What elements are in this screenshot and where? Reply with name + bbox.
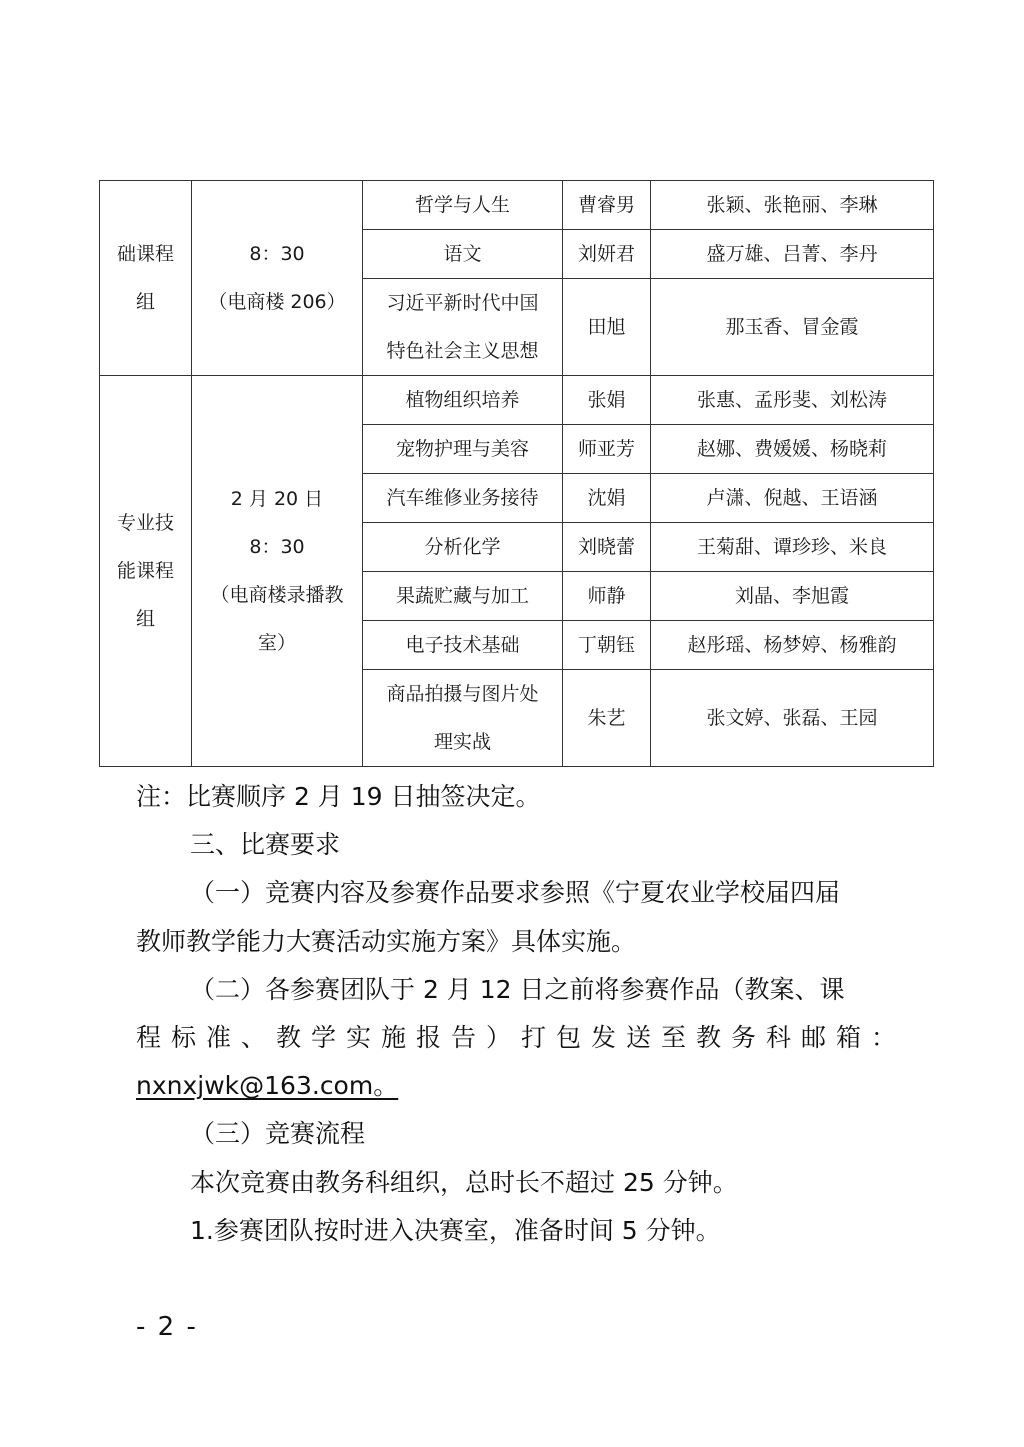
- course-cell: [363, 474, 563, 523]
- time-location-cell: [192, 181, 363, 376]
- leader-cell: 师静: [563, 572, 651, 621]
- date-line: 2 月 20 日: [230, 488, 324, 510]
- group-name-line: 组: [135, 291, 155, 313]
- course-cell: [363, 670, 563, 767]
- course-name-line: 特色社会主义思想: [386, 340, 539, 362]
- item-1-line-1: （一）竞赛内容及参赛作品要求参照《宁夏农业学校届四届: [190, 878, 841, 907]
- group-name-cell: [100, 181, 192, 376]
- location-line: （电商楼 206）: [208, 291, 346, 313]
- members-cell: 王菊甜、谭珍珍、米良: [651, 523, 934, 572]
- course-cell: [363, 523, 563, 572]
- time-line: 8：30: [249, 243, 305, 265]
- leader-cell: 田旭: [563, 279, 651, 376]
- course-name: 分析化学: [424, 536, 501, 558]
- time-line: 8：30: [249, 536, 305, 558]
- group-name-line: 能课程: [116, 560, 174, 582]
- course-name-line: 习近平新时代中国: [386, 292, 539, 314]
- table-note: 注：比赛顺序 2 月 19 日抽签决定。: [136, 782, 541, 811]
- table-row: [100, 181, 934, 230]
- item-1-line-2: 教师教学能力大赛活动实施方案》具体实施。: [136, 927, 637, 956]
- members-cell: 那玉香、冒金霞: [651, 279, 934, 376]
- page-number: - 2 -: [136, 1312, 198, 1342]
- item-2-line-1: （二）各参赛团队于 2 月 12 日之前将参赛作品（教案、课: [190, 975, 845, 1004]
- competition-schedule-table: [99, 180, 934, 767]
- email-address[interactable]: nxnxjwk@163.com。: [136, 1071, 399, 1100]
- location-line: 室）: [257, 632, 296, 654]
- group-name-line: 组: [135, 608, 155, 630]
- course-name: 宠物护理与美容: [395, 438, 529, 460]
- leader-cell: 沈娟: [563, 474, 651, 523]
- section-heading: 三、比赛要求: [190, 830, 341, 859]
- members-cell: 盛万雄、吕菁、李丹: [651, 230, 934, 279]
- members-cell: 赵娜、费媛媛、杨晓莉: [651, 425, 934, 474]
- leader-cell: 朱艺: [563, 670, 651, 767]
- course-name: 哲学与人生: [414, 194, 510, 216]
- leader-cell: 刘妍君: [563, 230, 651, 279]
- course-name-line: 理实战: [433, 731, 491, 753]
- leader-cell: 刘晓蕾: [563, 523, 651, 572]
- leader-cell: 丁朝钰: [563, 621, 651, 670]
- group-name-line: 专业技: [116, 512, 174, 534]
- flow-intro: 本次竞赛由教务科组织，总时长不超过 25 分钟。: [190, 1168, 738, 1197]
- leader-cell: 张娟: [563, 376, 651, 425]
- members-cell: 刘晶、李旭霞: [651, 572, 934, 621]
- course-cell: [363, 279, 563, 376]
- course-cell: [363, 621, 563, 670]
- item-3-heading: （三）竞赛流程: [190, 1119, 366, 1148]
- members-cell: 张惠、孟彤斐、刘松涛: [651, 376, 934, 425]
- group-name-cell: [100, 376, 192, 767]
- course-cell: [363, 230, 563, 279]
- course-name: 果蔬贮藏与加工: [395, 585, 529, 607]
- course-cell: [363, 376, 563, 425]
- course-name: 电子技术基础: [405, 634, 520, 656]
- item-2-line-2: 程标准、教学实施报告）打包发送至教务科邮箱：: [136, 1023, 896, 1052]
- leader-cell: 师亚芳: [563, 425, 651, 474]
- members-cell: 张文婷、张磊、王园: [651, 670, 934, 767]
- course-name: 汽车维修业务接待: [386, 487, 539, 509]
- course-name: 植物组织培养: [405, 389, 520, 411]
- item-2-email-line: [136, 1070, 896, 1102]
- course-cell: [363, 425, 563, 474]
- members-cell: 卢潇、倪越、王语涵: [651, 474, 934, 523]
- group-name-line: 础课程: [116, 243, 174, 265]
- table-row: [100, 376, 934, 425]
- course-name-line: 商品拍摄与图片处: [386, 683, 539, 705]
- members-cell: 赵彤瑶、杨梦婷、杨雅韵: [651, 621, 934, 670]
- location-line: （电商楼录播教: [210, 584, 344, 606]
- flow-step-1: 1.参赛团队按时进入决赛室，准备时间 5 分钟。: [190, 1216, 721, 1245]
- course-cell: [363, 181, 563, 230]
- leader-cell: 曹睿男: [563, 181, 651, 230]
- members-cell: 张颖、张艳丽、李琳: [651, 181, 934, 230]
- course-name: 语文: [443, 243, 482, 265]
- course-cell: [363, 572, 563, 621]
- time-location-cell: [192, 376, 363, 767]
